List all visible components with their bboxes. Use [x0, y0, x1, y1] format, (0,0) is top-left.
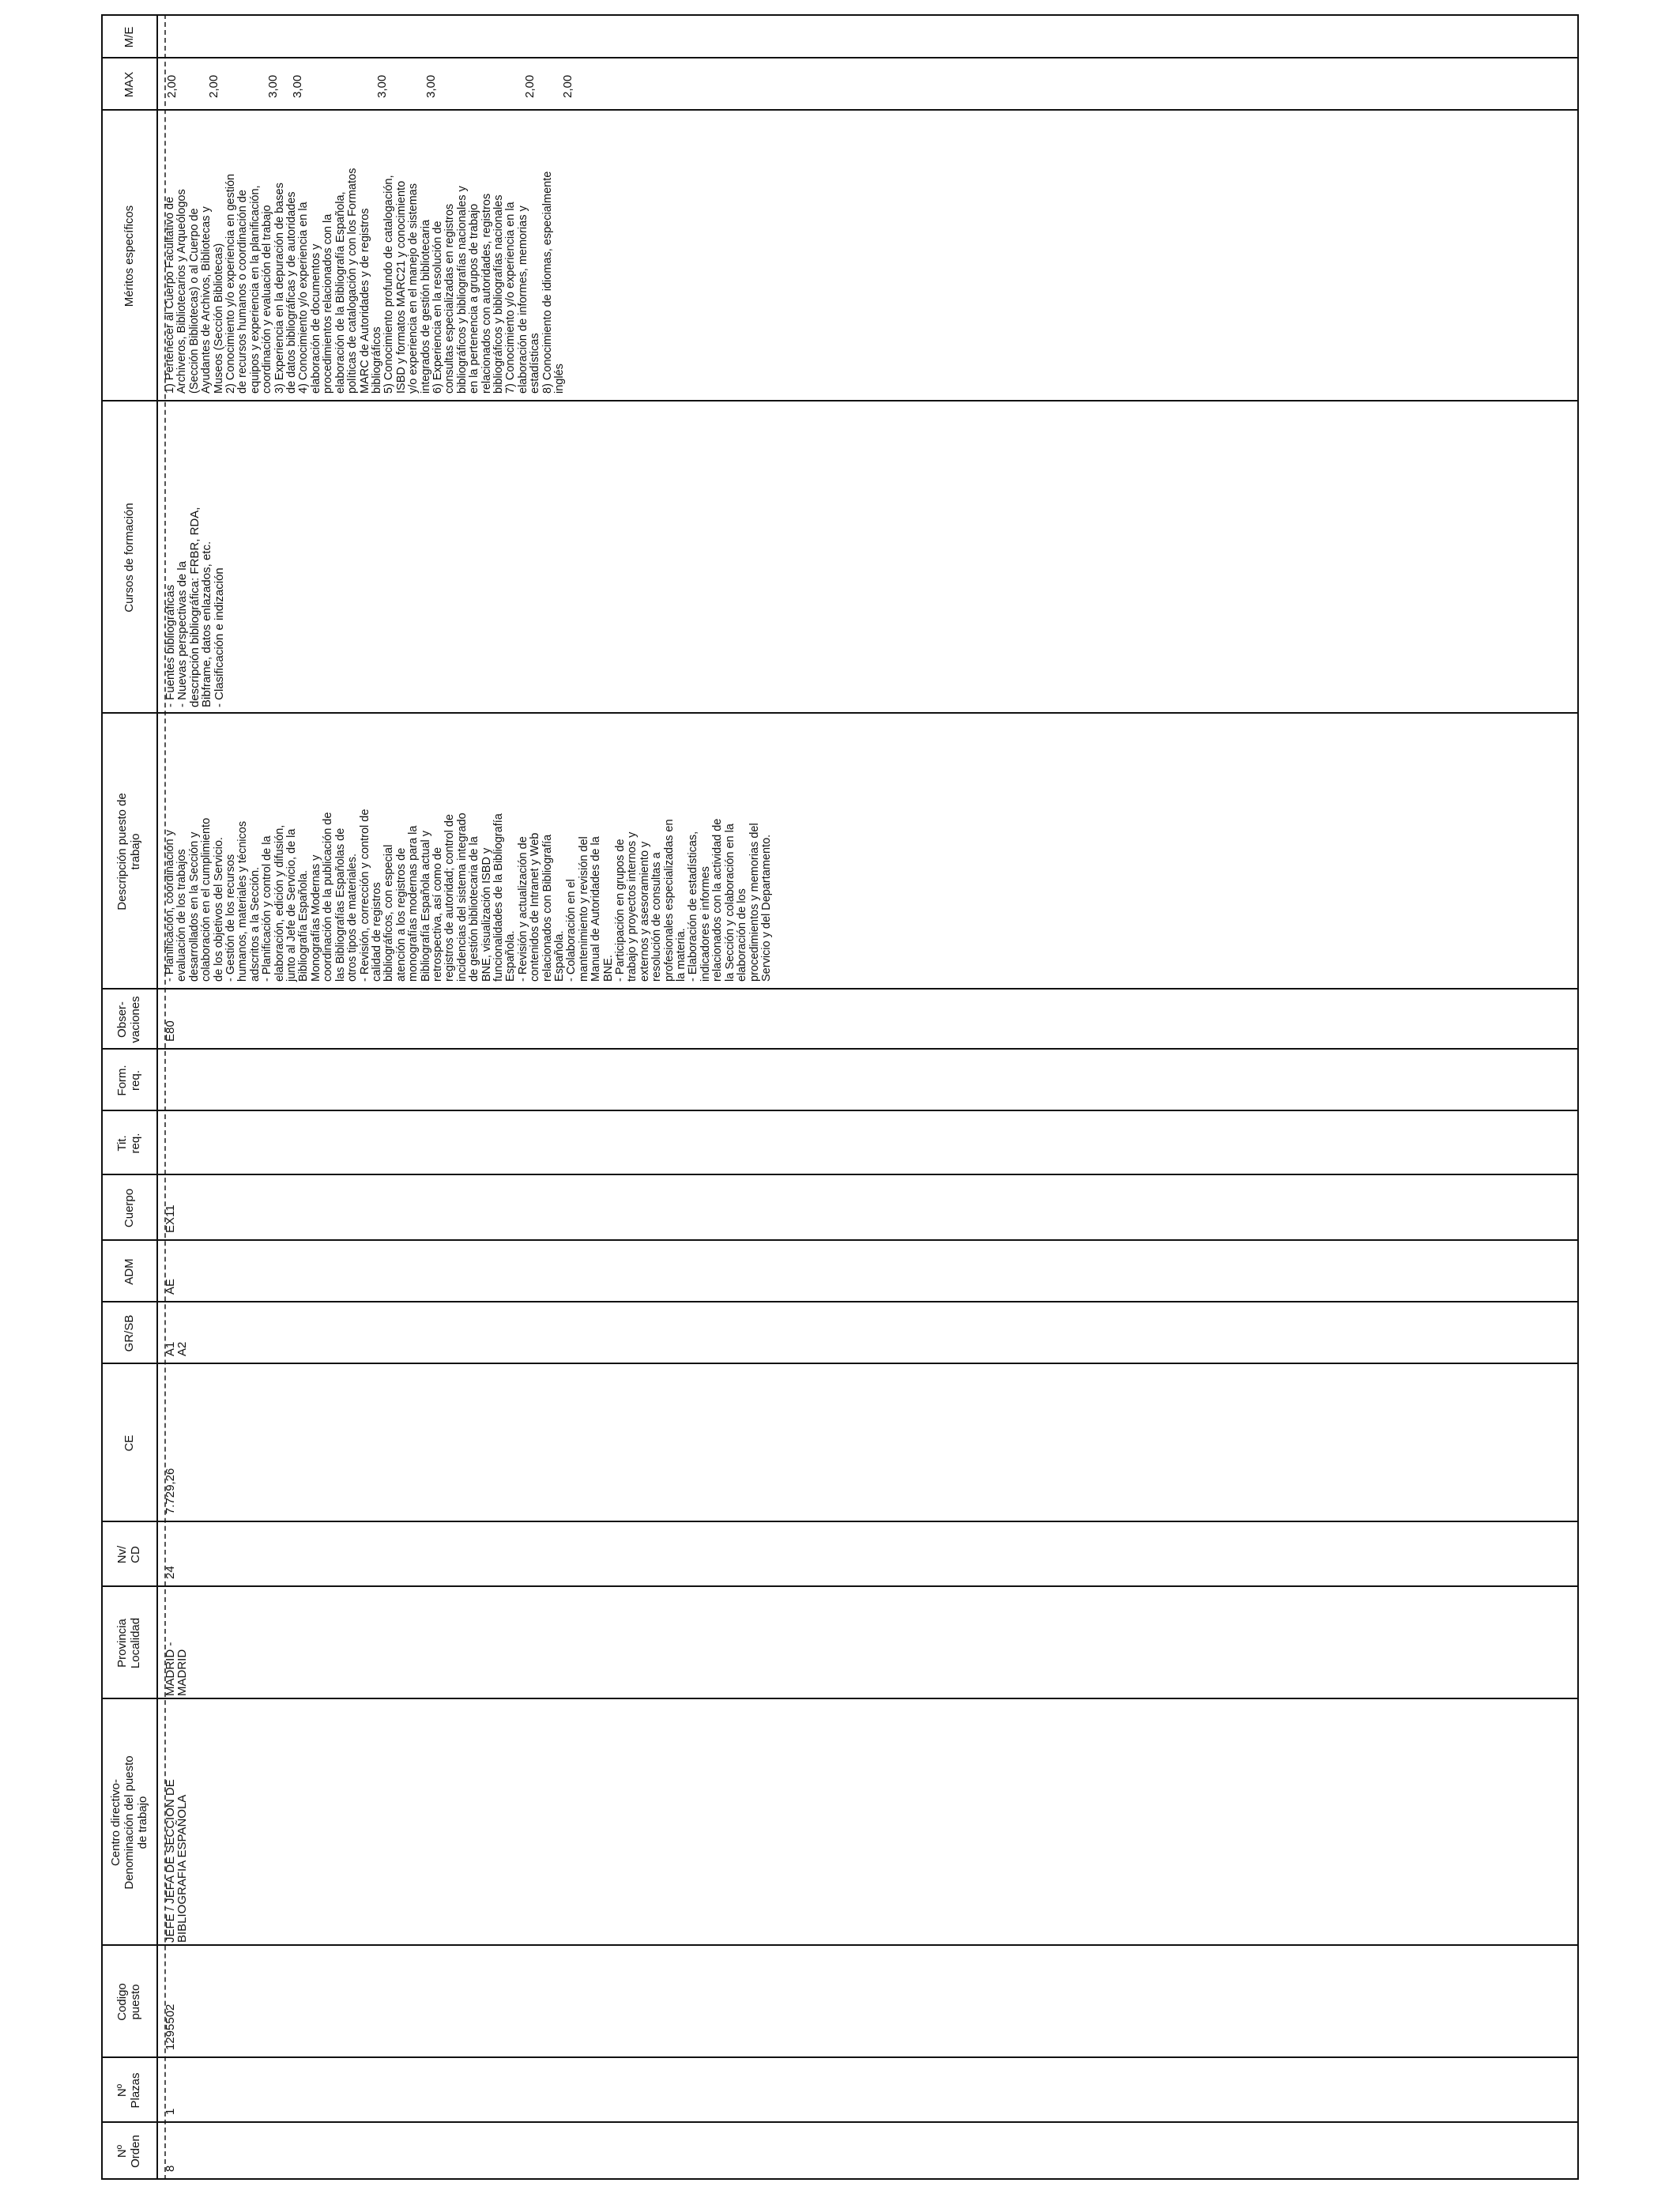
header-ce: CE: [122, 1434, 136, 1452]
header-codigo: Codigo puesto: [115, 1983, 142, 2021]
cell-orden: 8: [164, 2165, 177, 2172]
header-meritos: Méritos específicos: [122, 205, 136, 307]
max-value: 2,00: [523, 74, 537, 98]
header-cuerpo: Cuerpo: [122, 1188, 136, 1228]
header-obs: Obser- vaciones: [115, 996, 142, 1043]
cell-adm: AE: [164, 1278, 177, 1295]
max-value: 2,00: [561, 74, 574, 98]
cell-plazas: 1: [164, 2108, 177, 2115]
header-adm: ADM: [122, 1258, 136, 1285]
cell-centro: JEFE / JEFA DE SECCION DE BIBLIOGRAFIA ESPAÑOLA: [164, 1779, 190, 1943]
cell-provincia: MADRID - MADRID: [164, 1642, 190, 1696]
header-form: Form. req.: [115, 1065, 142, 1096]
max-value: 2,00: [207, 74, 220, 98]
header-plazas: Nº Plazas: [115, 2072, 142, 2109]
header-tit: Tit. req.: [115, 1133, 142, 1154]
header-separator: [156, 14, 158, 2180]
max-value: 3,00: [424, 74, 438, 98]
header-max: MAX: [122, 71, 136, 98]
cell-meritos: 1) Pertenecer al Cuerpo Facultativo de Archiveros, Bibliotecarios y Arqueólogos (Sección Bibliotecas) o al Cuerpo de Ayudantes de Archivos, Bibliotecas y Museos (Sección Bibliotecas) 2) Conocimiento y/o experiencia en gestión de recursos humanos o coordinación de equipos y experiencia en la planificación, coordinación y evaluación del trabajo 3) Experiencia en la depuración de bases de datos bibliográficas y de autoridades 4) Conocimiento y/o experiencia en la elaboración de documentos y procedimientos relacionados con la elaboración de la Bibliografía Española, políticas de catalogación y con los Formatos MARC de Autoridades y de registros bibliográficos 5) Conocimiento profundo de catalogación, ISBD y formatos MARC21 y conocimiento y/o experiencia en el manejo de sistemas integrados de gestión bibliotecaria 6) Experiencia en la resolución de consultas especializadas en registros bibliográficos y bibliografías nacionales y en la pertenencia a grupos de trabajo relacionados con autoridades, registros bibliográficos y bibliografías nacionales 7) Conocimiento y/o experiencia en la elaboración de informes, memorias y estadísticas 8) Conocimiento de idiomas, especialmente inglés: [164, 168, 566, 394]
job-table: [101, 14, 1579, 2180]
cell-cursos: - Fuentes bibliográficas - Nuevas perspectivas de la descripción bibliográfica: FRBR, RDA, Bibframe, datos enlazados, etc. - Clasificación e indización: [164, 507, 226, 707]
header-grupo: GR/SB: [122, 1314, 136, 1352]
max-value: 3,00: [291, 74, 304, 98]
header-orden: Nº Orden: [115, 2135, 142, 2168]
cell-codigo: 1295502: [164, 2004, 177, 2050]
cell-nivel: 24: [164, 1566, 177, 1579]
header-nivel: Nv/ CD: [115, 1545, 142, 1564]
cell-ce: 7.729,26: [164, 1468, 177, 1514]
max-value: 3,00: [266, 74, 280, 98]
cell-obs: E80: [164, 1020, 177, 1042]
cell-cuerpo: EX11: [164, 1204, 177, 1233]
cell-grupo: A1 A2: [164, 1341, 190, 1356]
cell-descripcion: - Planificación, coordinación y evaluación de los trabajos desarrollados en la Sección y colaboración en el cumplimiento de los objetivos del Servicio. - Gestión de los recursos humanos, materiales y técnicos adscritos a la Sección. - Planificación y control de la elaboración, edición y difusión, junto al Jefe de Servicio, de la Bibliografía Española. Monografías Modernas y coordinación de la publicación de las Bibliografías Españolas de otros tipos de materiales. - Revisión, corrección y control de calidad de registros bibliográficos, con especial atención a los registros de monografías modernas para la Bibliografía Española actual y retrospectiva, así como de registros de autoridad; control de incidencias del sistema integrado de gestión bibliotecaria de la BNE, visualización ISBD y funcionalidades de la Bibliografía Española. - Revisión y actualización de contenidos de Intranet y Web relacionados con Bibliografía Española. - Colaboración en el mantenimiento y revisión del Manual de Autoridades de la BNE. - Participación en grupos de trabajo y proyectos internos y externos y asesoramiento y resolución de consultas a profesionales especializadas en la materia. - Elaboración de estadísticas, indicadores e informes relacionados con la actividad de la Sección y colaboración en la elaboración de los procedimientos y memorias del Servicio y del Departamento.: [164, 809, 773, 982]
header-cursos: Cursos de formación: [122, 503, 136, 613]
header-provincia: Provincia Localidad: [115, 1617, 142, 1669]
max-value: 3,00: [375, 74, 389, 98]
header-me: M/E: [122, 26, 136, 48]
max-value: 2,00: [165, 74, 179, 98]
table-bottom-border: [1577, 14, 1579, 2180]
header-centro: Centro directivo- Denominación del puesto de trabajo: [108, 1755, 149, 1890]
header-descripcion: Descripción puesto de trabajo: [115, 793, 142, 910]
